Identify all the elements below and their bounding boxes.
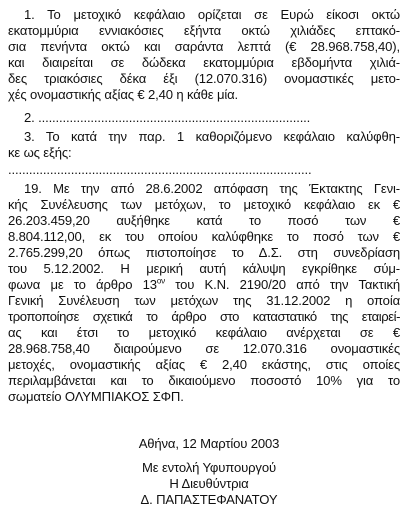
paragraph-19-line-7	[8, 277, 400, 293]
paragraph-3-line-2: κε ως εξής:	[8, 145, 72, 160]
paragraph-19-line-14: σωματείο ΟΛΥΜΠΙΑΚΟΣ ΣΦΠ.	[8, 389, 184, 404]
paragraph-19-line-10: ας και έτσι το μετοχικό κεφάλαιο ανέρχεται σε €	[8, 325, 400, 340]
paragraph-19-line-13: περιλαμβάνεται και το δικαιούμενο ποσοστό 10% για το	[8, 373, 400, 388]
paragraph-19-line-7-end: του Κ.Ν. 2190/20 από την Τακτική	[165, 277, 400, 292]
paragraph-3-line-1: 3. Το κατά την παρ. 1 καθοριζόμενο κεφάλαιο καλύφθη-	[24, 129, 400, 144]
paragraph-19-line-5: 2.765.299,20 όπως πιστοποίησε το Δ.Σ. στη συνεδρίαση	[8, 245, 400, 260]
paragraph-19-line-7-start: φωνα με το άρθρο 13	[8, 277, 157, 292]
paragraph-1-line-1: 1. Το μετοχικό κεφάλαιο ορίζεται σε Ευρώ είκοσι οκτώ	[24, 7, 400, 22]
place-and-date: Αθήνα, 12 Μαρτίου 2003	[138, 436, 280, 451]
signatory-name: Δ. ΠΑΠΑΣΤΕΦΑΝΑΤΟΥ	[140, 492, 278, 507]
dots-separator: .......................................................................................	[8, 162, 312, 177]
signatory-title: Η Διευθύντρια	[169, 476, 249, 491]
paragraph-1-line-6: χές ονομαστικής αξίας € 2,40 η κάθε μία.	[8, 87, 239, 102]
paragraph-19-line-3: 26.203.459,20 αυξήθηκε κατά το ποσό των €	[8, 213, 400, 228]
paragraph-19-line-6: του 5.12.2002. Η μερική αυτή κάλυψη εγκρίθηκε σύμ-	[8, 261, 400, 276]
paragraph-19-line-1: 19. Με την από 28.6.2002 απόφαση της Έκτακτης Γενι-	[24, 181, 400, 196]
order-line: Με εντολή Υφυπουργού	[142, 460, 276, 475]
paragraph-19-line-8: Γενική Συνέλευση των μετόχων της 31.12.2002 η οποία	[8, 293, 400, 308]
paragraph-1-line-3: σια πενήντα οκτώ και σαράντα λεπτά (€ 28.968.758,40),	[8, 39, 400, 54]
paragraph-1-line-5: δες τριακόσιες δέκα έξι (12.070.316) ονομαστικές μετο-	[8, 71, 400, 86]
paragraph-19-line-4: 8.804.112,00, εκ του οποίου καλύφθηκε το ποσό των €	[8, 229, 400, 244]
paragraph-1-line-2: εκατομμύρια εννιακόσιες εξήντα οκτώ χιλιάδες επτακό-	[8, 23, 400, 38]
paragraph-2-placeholder: 2. ..............................................................................	[24, 110, 311, 125]
paragraph-19-line-9: τροποποίησε σχετικά το άρθρο στο καταστατικό της εταιρεί-	[8, 309, 400, 324]
ordinal-superscript: ον	[156, 277, 166, 286]
paragraph-19-line-12: μετοχές, ονομαστικής αξίας € 2,40 εκάστης, στις οποίες	[8, 357, 400, 372]
paragraph-1-line-4: και διαιρείται σε δώδεκα εκατομμύρια εβδομήντα χιλιά-	[8, 55, 400, 70]
paragraph-19-line-11: 28.968.758,40 διαιρούμενο σε 12.070.316 ονομαστικές	[8, 341, 400, 356]
paragraph-19-line-2: κής Συνέλευσης των μετόχων, το μετοχικό κεφάλαιο εκ €	[8, 197, 400, 212]
